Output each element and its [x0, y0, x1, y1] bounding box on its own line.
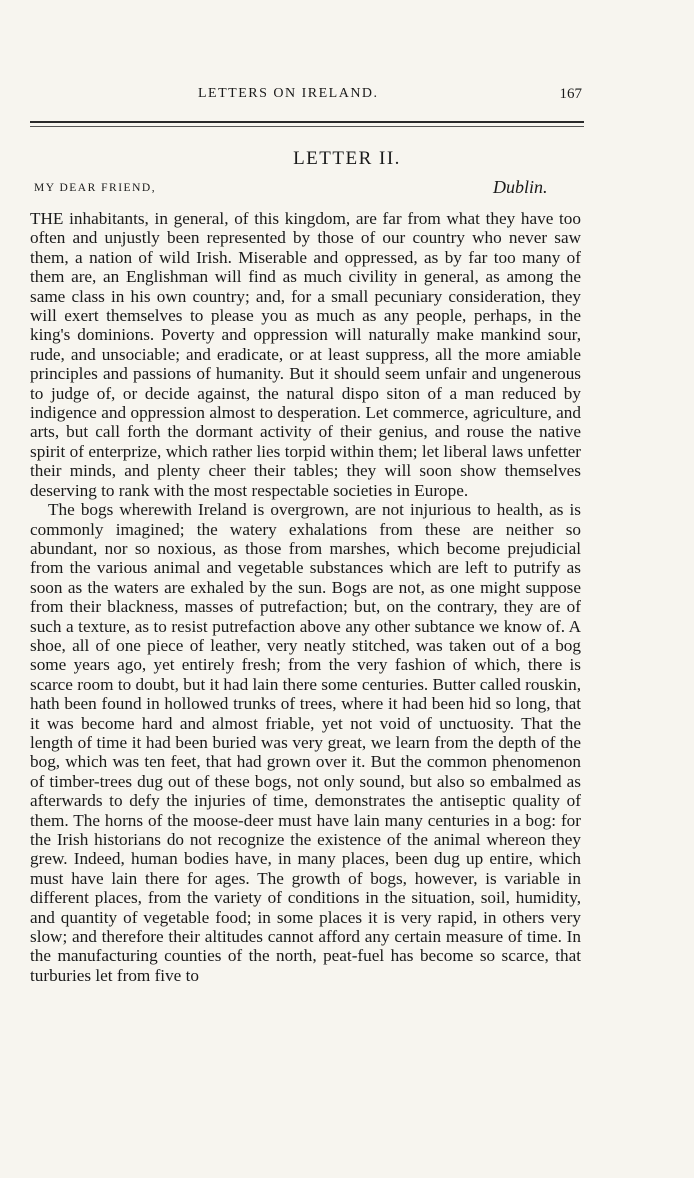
page-number: 167	[559, 86, 582, 102]
header-rule	[30, 121, 584, 123]
running-title: LETTERS ON IRELAND.	[198, 86, 379, 101]
letter-heading: LETTER II.	[293, 148, 401, 169]
paragraph-1: THE inhabitants, in general, of this kingdom, are far from what they have too often and unjustly been represented by those of our country who never saw them, a nation of wild Irish. Miserable and oppressed, as by far too many of them are, an Englishman will find as much civility in general, as among the same class in his own country; and, for a small pecuniary consideration, they will exert themselves to please you as much as any people, perhaps, in the king's dominions. Poverty and oppression will naturally make mankind sour, rude, and unsociable; and eradicate, or at least suppress, all the more amiable principles and passions of humanity. But it should seem unfair and ungenerous to judge of, or decide against, the natural dispo siton of a man reduced by indigence and oppression almost to desperation. Let commerce, agriculture, and arts, but call forth the dormant activity of their genius, and rouse the native spirit of enterprize, which rather lies torpid within them; let liberal laws unfetter their minds, and plenty cheer their tables; they will soon show themselves deserving to rank with the most respectable societies in Europe.	[30, 209, 581, 500]
place-dateline: Dublin.	[493, 177, 548, 197]
letter-body	[30, 209, 581, 985]
salutation: MY DEAR FRIEND,	[34, 182, 157, 194]
running-head	[30, 86, 580, 106]
paragraph-2: The bogs wherewith Ireland is overgrown, are not injurious to health, as is commonly imagined; the watery exhalations from these are neither so abundant, nor so noxious, as those from marshes, which become prejudicial from the various animal and vegetable substances which are left to putrify as soon as the waters are exhaled by the sun. Bogs are not, as one might suppose from their blackness, masses of putrefaction; but, on the contrary, they are of such a texture, as to resist putrefaction above any other subtance we know of. A shoe, all of one piece of leather, very neatly stitched, was taken out of a bog some years ago, yet entirely fresh; from the very fashion of which, there is scarce room to doubt, but it had lain there some centuries. Butter called rouskin, hath been found in hollowed trunks of trees, where it had been hid so long, that it was become hard and almost friable, yet not void of unctuosity. That the length of time it had been buried was very great, we learn from the depth of the bog, which was ten feet, that had grown over it. But the common phenomenon of timber-trees dug out of these bogs, not only sound, but also so embalmed as afterwards to defy the injuries of time, demonstrates the antiseptic quality of them. The horns of the moose-deer must have lain many centuries in a bog: for the Irish historians do not recognize the existence of the animal whereon they grew. Indeed, human bodies have, in many places, been dug up entire, which must have lain there for ages. The growth of bogs, however, is variable in different places, from the variety of conditions in the situation, soil, humidity, and quantity of vegetable food; in some places it is very rapid, in others very slow; and therefore their altitudes cannot afford any certain measure of time. In the manufacturing counties of the north, peat-fuel has become so scarce, that turburies let from five to	[30, 500, 581, 985]
